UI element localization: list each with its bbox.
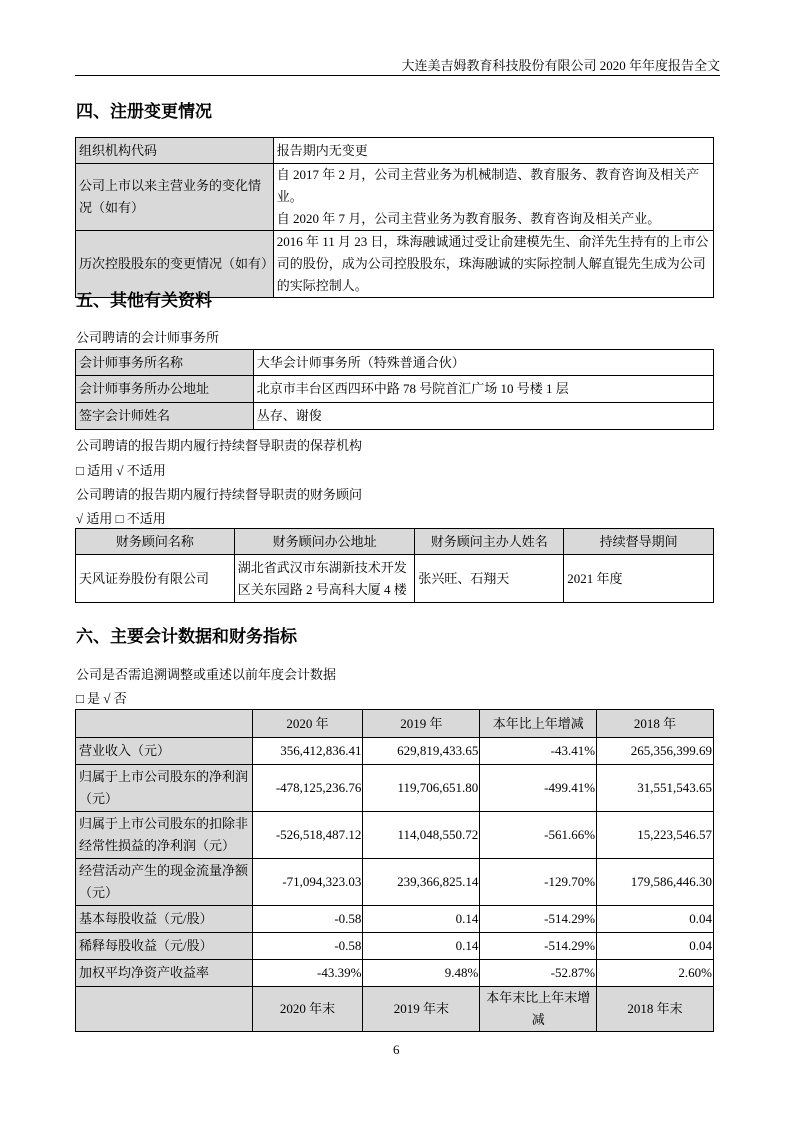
table-cell: -514.29% — [480, 906, 597, 933]
option-yes: 是 — [87, 691, 101, 706]
row-label: 稀释每股收益（元/股） — [76, 933, 253, 960]
auditor-intro: 公司聘请的会计师事务所 — [76, 330, 220, 345]
table-cell: 天风证券股份有限公司 — [76, 555, 235, 603]
table-cell: 2021 年度 — [564, 555, 714, 603]
row-label: 历次控股股东的变更情况（如有） — [76, 231, 274, 298]
table-cell: 0.04 — [597, 906, 714, 933]
option-applicable: 适用 — [87, 463, 114, 478]
table-header-row — [76, 710, 714, 738]
column-header: 2020 年末 — [252, 987, 363, 1032]
table-cell: -43.41% — [480, 738, 597, 765]
table-cell: 119,706,651.80 — [363, 765, 480, 812]
section-heading-registration-changes: 四、注册变更情况 — [76, 102, 212, 122]
option-not-applicable: 不适用 — [126, 511, 166, 526]
registration-changes-table — [75, 137, 714, 298]
table-cell: -561.66% — [480, 812, 597, 859]
table-cell: 湖北省武汉市东湖新技术开发区关东园路 2 号高科大厦 4 楼 — [234, 555, 415, 603]
table-row — [76, 376, 714, 403]
row-label: 归属于上市公司股东的净利润（元） — [76, 765, 253, 812]
table-cell: -526,518,487.12 — [252, 812, 363, 859]
column-header: 财务顾问主办人姓名 — [415, 529, 564, 555]
row-label: 签字会计师姓名 — [76, 403, 254, 430]
column-header: 财务顾问名称 — [76, 529, 235, 555]
table-cell: 0.14 — [363, 933, 480, 960]
value-line: 自 2017 年 2 月，公司主营业务为机械制造、教育服务、教育咨询及相关产业。 — [276, 167, 700, 204]
table-row — [76, 960, 714, 987]
sponsor-intro: 公司聘请的报告期内履行持续督导职责的保荐机构 — [76, 438, 363, 453]
column-header: 持续督导期间 — [564, 529, 714, 555]
table-cell: 179,586,446.30 — [597, 859, 714, 906]
row-value: 报告期内无变更 — [273, 138, 713, 164]
table-cell: -71,094,323.03 — [252, 859, 363, 906]
page-header-title: 大连美吉姆教育科技股份有限公司 2020 年年度报告全文 — [401, 58, 720, 73]
table-cell: -499.41% — [480, 765, 597, 812]
checkbox-unchecked-icon: □ — [115, 511, 124, 526]
section-heading-other-info: 五、其他有关资料 — [76, 291, 212, 311]
row-value — [273, 164, 713, 231]
row-label: 加权平均净资产收益率 — [76, 960, 253, 987]
table-cell: 0.14 — [363, 906, 480, 933]
table-row — [76, 164, 714, 231]
table-cell: -514.29% — [480, 933, 597, 960]
table-cell: -0.58 — [252, 906, 363, 933]
table-row — [76, 812, 714, 859]
table-cell: -52.87% — [480, 960, 597, 987]
table-header-row — [76, 529, 714, 555]
row-value: 2016 年 11 月 23 日，珠海融诚通过受让俞建模先生、俞洋先生持有的上市公司的股份，成为公司控股股东，珠海融诚的实际控制人解直锟先生成为公司的实际控制人。 — [273, 231, 713, 298]
table-header-row — [76, 987, 714, 1032]
row-label: 归属于上市公司股东的扣除非经常性损益的净利润（元） — [76, 812, 253, 859]
row-label: 经营活动产生的现金流量净额（元） — [76, 859, 253, 906]
option-no: 否 — [113, 691, 127, 706]
checkmark-icon: √ — [76, 511, 84, 526]
table-cell: 265,356,399.69 — [597, 738, 714, 765]
restate-choice — [76, 688, 127, 707]
column-header — [76, 987, 253, 1032]
advisor-choice — [76, 508, 166, 527]
row-label: 会计师事务所办公地址 — [76, 376, 254, 403]
table-cell: 0.04 — [597, 933, 714, 960]
column-header: 2020 年 — [252, 710, 363, 738]
row-label: 会计师事务所名称 — [76, 350, 254, 376]
restate-question: 公司是否需追溯调整或重述以前年度会计数据 — [76, 667, 337, 682]
key-financials-table — [75, 709, 714, 1032]
column-header — [76, 710, 253, 738]
column-header: 本年末比上年末增减 — [480, 987, 597, 1032]
table-cell: 9.48% — [363, 960, 480, 987]
column-header: 2018 年 — [597, 710, 714, 738]
table-row — [76, 906, 714, 933]
table-cell: -129.70% — [480, 859, 597, 906]
checkbox-unchecked-icon: □ — [76, 691, 84, 706]
table-row — [76, 555, 714, 603]
table-cell: 356,412,836.41 — [252, 738, 363, 765]
row-value: 大华会计师事务所（特殊普通合伙） — [253, 350, 713, 376]
row-label: 组织机构代码 — [76, 138, 274, 164]
table-cell: 31,551,543.65 — [597, 765, 714, 812]
financial-advisor-table — [75, 528, 714, 603]
option-applicable: 适用 — [86, 511, 113, 526]
column-header: 2019 年末 — [363, 987, 480, 1032]
checkbox-unchecked-icon: □ — [76, 463, 84, 478]
row-label: 营业收入（元） — [76, 738, 253, 765]
row-value: 北京市丰台区西四环中路 78 号院首汇广场 10 号楼 1 层 — [253, 376, 713, 403]
sponsor-choice — [76, 460, 166, 479]
table-row — [76, 859, 714, 906]
table-row — [76, 138, 714, 164]
checkmark-icon: √ — [103, 691, 111, 706]
table-cell: 239,366,825.14 — [363, 859, 480, 906]
value-line: 自 2020 年 7 月，公司主营业务为教育服务、教育咨询及相关产业。 — [276, 211, 661, 226]
auditor-table — [75, 349, 714, 430]
table-row — [76, 738, 714, 765]
page-number: 6 — [393, 1042, 400, 1057]
table-row — [76, 765, 714, 812]
column-header: 财务顾问办公地址 — [234, 529, 415, 555]
table-row — [76, 403, 714, 430]
row-label: 基本每股收益（元/股） — [76, 906, 253, 933]
table-cell: 629,819,433.65 — [363, 738, 480, 765]
column-header: 2018 年末 — [597, 987, 714, 1032]
table-row — [76, 350, 714, 376]
checkmark-icon: √ — [116, 463, 124, 478]
advisor-intro: 公司聘请的报告期内履行持续督导职责的财务顾问 — [76, 487, 363, 502]
row-label: 公司上市以来主营业务的变化情况（如有） — [76, 164, 274, 231]
table-row — [76, 933, 714, 960]
column-header: 2019 年 — [363, 710, 480, 738]
table-cell: 114,048,550.72 — [363, 812, 480, 859]
table-cell: 2.60% — [597, 960, 714, 987]
table-cell: 15,223,546.57 — [597, 812, 714, 859]
section-heading-key-financials: 六、主要会计数据和财务指标 — [76, 627, 297, 647]
row-value: 丛存、谢俊 — [253, 403, 713, 430]
table-cell: -43.39% — [252, 960, 363, 987]
header-divider — [75, 75, 720, 76]
table-cell: 张兴旺、石翔天 — [415, 555, 564, 603]
table-cell: -478,125,236.76 — [252, 765, 363, 812]
table-cell: -0.58 — [252, 933, 363, 960]
option-not-applicable: 不适用 — [126, 463, 166, 478]
column-header: 本年比上年增减 — [480, 710, 597, 738]
